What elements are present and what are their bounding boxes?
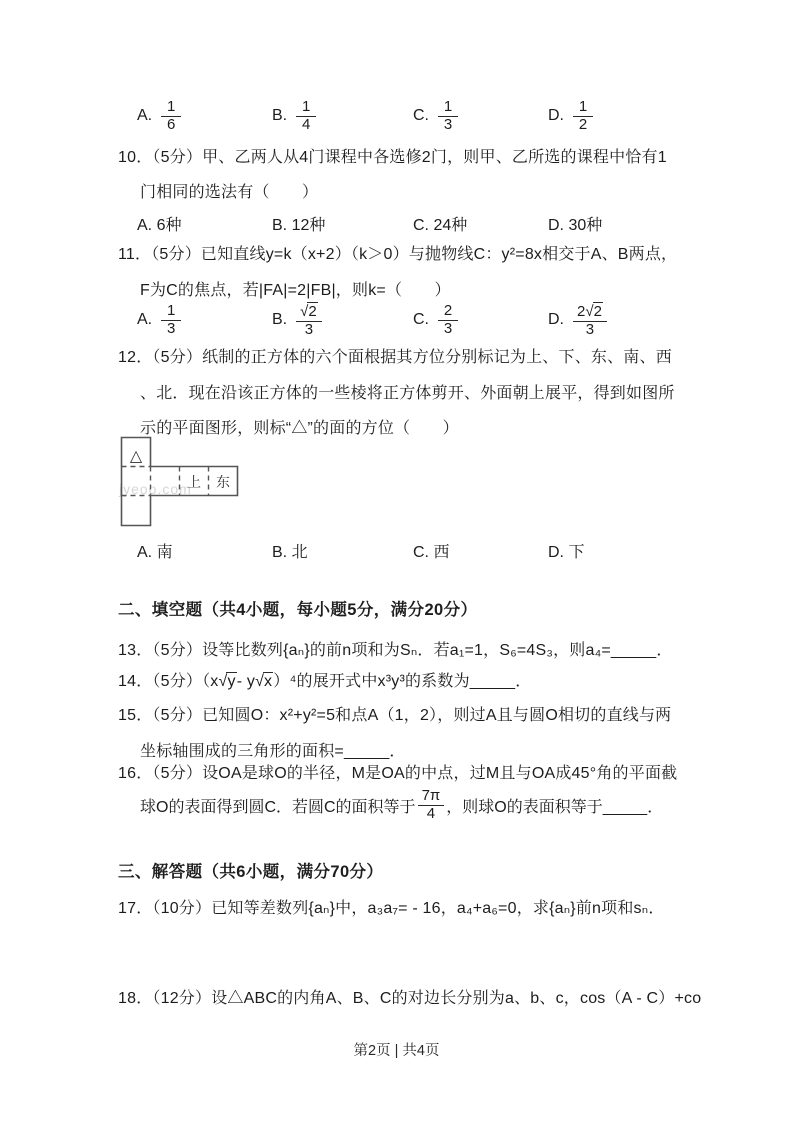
option-a: A. 南 bbox=[137, 544, 173, 561]
fraction: $\frac{7\pi}{4}$ bbox=[418, 788, 445, 823]
question-15-line-1: 15．（5分）已知圆O：x²+y²=5和点A（1，2），则过A且与圆O相切的直线与两 bbox=[118, 707, 672, 724]
option-c: C. 24种 bbox=[413, 217, 468, 234]
question-16-line-2 bbox=[140, 784, 663, 826]
option-a: A. 6种 bbox=[137, 217, 182, 234]
option-d: D. 下 bbox=[548, 544, 585, 561]
option-b bbox=[272, 297, 322, 343]
net-face-triangle-label: △ bbox=[129, 448, 143, 465]
option-d: D. 30种 bbox=[548, 217, 603, 234]
option-label: A. bbox=[137, 311, 153, 328]
question-16-line-1: 16．（5分）设OA是球O的半径，M是OA的中点，过M且与OA成45°角的平面截 bbox=[118, 765, 678, 782]
cube-net-diagram bbox=[120, 436, 240, 527]
section-2-heading: 二、填空题（共4小题，每小题5分，满分20分） bbox=[118, 601, 478, 619]
net-face-up-label: 上 bbox=[187, 474, 201, 490]
net-face-east-label: 东 bbox=[216, 474, 230, 490]
question-14-text-pre: 14．（5分）（x bbox=[118, 673, 219, 690]
question-16-text-pre: 球O的表面得到圆C．若圆C的面积等于 bbox=[140, 798, 416, 816]
option-label: D. bbox=[548, 311, 564, 328]
site-watermark: jyeoo.com bbox=[119, 481, 192, 497]
page-footer: 第2页 | 共4页 bbox=[353, 1043, 440, 1059]
fraction: $\frac{1}{4}$ bbox=[296, 99, 316, 134]
option-b bbox=[272, 93, 316, 139]
question-18-line-1: 18．（12分）设△ABC的内角A、B、C的对边长分别为a、b、c，cos（A - C）+co bbox=[118, 990, 702, 1007]
question-11-line-2: F为C的焦点，若|FA|=2|FB|，则k=（ ） bbox=[140, 282, 451, 299]
question-10-options-row bbox=[0, 212, 793, 236]
option-label: C. bbox=[413, 107, 429, 124]
fraction: $\frac{1}{3}$ bbox=[161, 303, 181, 338]
option-label: B. bbox=[272, 107, 288, 124]
fraction: $\frac{1}{6}$ bbox=[161, 99, 181, 134]
section-3-heading: 三、解答题（共6小题，满分70分） bbox=[118, 863, 384, 881]
question-14-text-post: ）⁴的展开式中x³y³的系数为_____． bbox=[273, 673, 532, 690]
option-label: B. bbox=[272, 311, 288, 328]
option-label: D. bbox=[548, 107, 564, 124]
question-16-text-post: ，则球O的表面积等于_____． bbox=[446, 798, 664, 816]
option-d bbox=[548, 93, 593, 139]
question-14-line-1 bbox=[118, 669, 531, 695]
option-a bbox=[137, 297, 181, 343]
question-11-line-1: 11．（5分）已知直线y=k（x+2）（k＞0）与抛物线C：y²=8x相交于A、B两点， bbox=[118, 246, 678, 263]
option-c: C. 西 bbox=[413, 544, 450, 561]
option-label: C. bbox=[413, 311, 429, 328]
question-14-text-mid: - y bbox=[236, 673, 256, 690]
fraction: $\frac{2}{3}$ bbox=[438, 303, 458, 338]
question-13-line-1: 13．（5分）设等比数列{aₙ}的前n项和为Sₙ．若a₁=1，S₆=4S₃，则a₄=_____． bbox=[118, 642, 673, 659]
question-12-options-row bbox=[0, 539, 793, 563]
option-b: B. 北 bbox=[272, 544, 308, 561]
sqrt-expression: √ x bbox=[255, 669, 273, 695]
option-label: A. bbox=[137, 107, 153, 124]
option-a bbox=[137, 93, 181, 139]
option-c bbox=[413, 297, 458, 343]
question-17-line-1: 17．（10分）已知等差数列{aₙ}中，a₃a₇= - 16，a₄+a₆=0，求{aₙ}前n项和sₙ． bbox=[118, 900, 665, 917]
question-10-line-2: 门相同的选法有（ ） bbox=[140, 184, 319, 201]
question-12-line-2: 、北．现在沿该正方体的一些棱将正方体剪开、外面朝上展平，得到如图所 bbox=[140, 385, 675, 402]
option-d bbox=[548, 297, 607, 343]
fraction: $\frac{1}{3}$ bbox=[438, 99, 458, 134]
sqrt-expression: √ 2 bbox=[300, 302, 318, 321]
question-11-options-row bbox=[0, 297, 793, 343]
question-12-line-1: 12．（5分）纸制的正方体的六个面根据其方位分别标记为上、下、东、南、西 bbox=[118, 349, 672, 366]
question-12-line-3: 示的平面图形，则标“△”的面的方位（ ） bbox=[140, 420, 459, 437]
sqrt-expression: √ 2 bbox=[585, 302, 603, 321]
sqrt-expression: √ y bbox=[219, 669, 237, 695]
fraction: $\frac{1}{2}$ bbox=[573, 99, 593, 134]
question-10-line-1: 10．（5分）甲、乙两人从4门课程中各选修2门，则甲、乙所选的课程中恰有1 bbox=[118, 149, 667, 166]
question-9-options-row bbox=[0, 93, 793, 139]
fraction: $\frac{2 √ 2}{3}$ bbox=[573, 302, 607, 339]
question-15-line-2: 坐标轴围成的三角形的面积=_____． bbox=[140, 743, 406, 760]
option-c bbox=[413, 93, 458, 139]
fraction: √ $\frac{2}{3}$ bbox=[296, 302, 322, 339]
option-b: B. 12种 bbox=[272, 217, 326, 234]
